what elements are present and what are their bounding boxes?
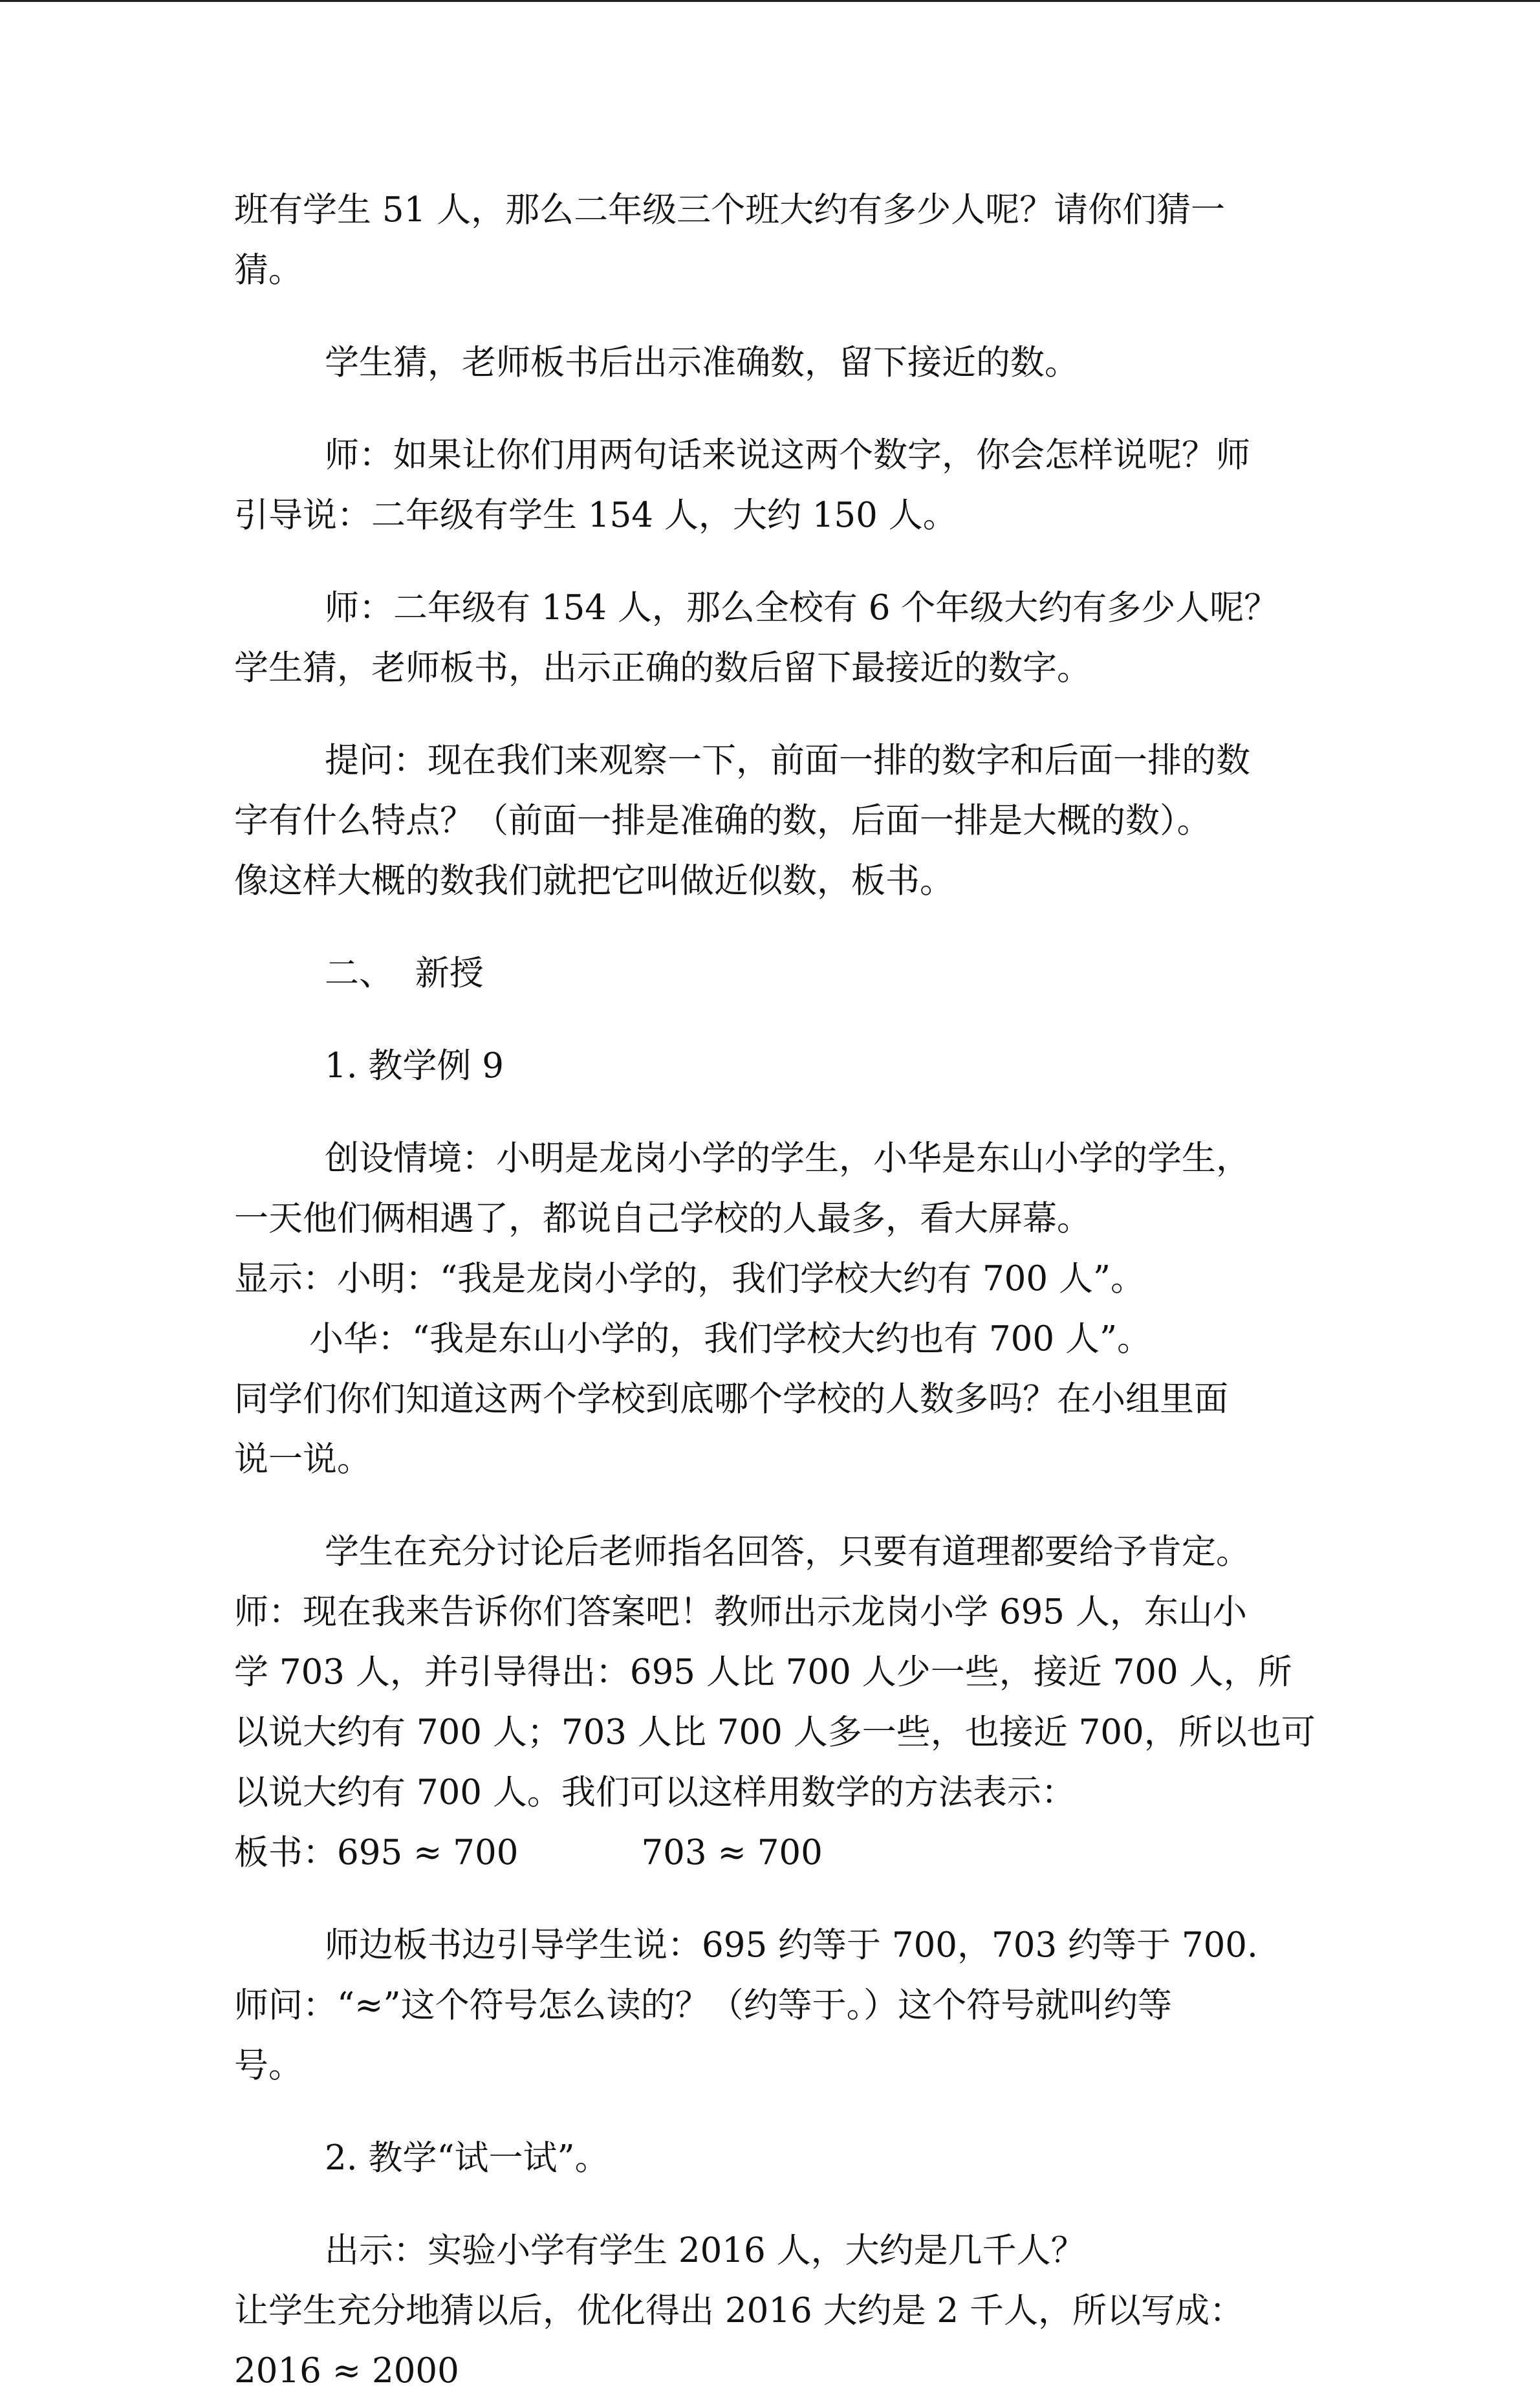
text-line: 以说大约有 700 人。我们可以这样用数学的方法表示： [234,1773,1076,1812]
text-line: 师边板书边引导学生说：695 约等于 700，703 约等于 700. [325,1925,1258,1965]
text-line: 师：现在我来告诉你们答案吧！教师出示龙岗小学 695 人，东山小 [234,1592,1247,1632]
text-line: 猜。 [234,250,303,290]
text-line: 同学们你们知道这两个学校到底哪个学校的人数多吗？在小组里面 [234,1379,1228,1419]
text-line: 出示：实验小学有学生 2016 人，大约是几千人？ [325,2231,1085,2270]
section-title: 二、 新授 [325,954,484,993]
paragraph-scenario [234,1128,1308,1489]
text-line: 创设情境：小明是龙岗小学的学生，小华是东山小学的学生， [325,1139,1250,1178]
text-line: 字有什么特点？（前面一排是准确的数，后面一排是大概的数）。 [234,801,1211,840]
text-line: 一天他们俩相遇了，都说自己学校的人最多，看大屏幕。 [234,1199,1091,1238]
item-heading-example-9 [234,1036,1308,1096]
item-heading-try-it [234,2128,1308,2188]
text-line: 师：如果让你们用两句话来说这两个数字，你会怎样说呢？师 [325,435,1250,475]
text-line: 学 703 人，并引导得出：695 人比 700 人少一些，接近 700 人，所 [234,1652,1292,1692]
item-title: 2. 教学“试一试”。 [325,2138,609,2178]
page-top-border [0,0,1540,2]
section-heading-new-lesson [234,943,1308,1003]
text-line: 引导说：二年级有学生 154 人，大约 150 人。 [234,496,957,535]
text-line: 师：二年级有 154 人，那么全校有 6 个年级大约有多少人呢？ [325,588,1279,628]
text-line: 以说大约有 700 人；703 人比 700 人多一些，也接近 700，所以也可 [234,1713,1316,1752]
text-line: 小华：“我是东山小学的，我们学校大约也有 700 人”。 [309,1319,1152,1359]
text-line: 学生猜，老师板书，出示正确的数后留下最接近的数字。 [234,648,1091,688]
text-line: 像这样大概的数我们就把它叫做近似数，板书。 [234,861,954,901]
paragraph-question-approximate [234,730,1308,911]
paragraph-class-count-question [234,180,1308,300]
text-line: 班有学生 51 人，那么二年级三个班大约有多少人呢？请你们猜一 [234,190,1226,230]
paragraph-students-guess [234,333,1308,393]
text-line: 提问：现在我们来观察一下，前面一排的数字和后面一排的数 [325,741,1250,780]
document-body [234,180,1316,2401]
item-title: 1. 教学例 9 [325,1046,504,1086]
board-note-first: 板书：695 ≈ 700 [234,1833,519,1872]
paragraph-whole-school [234,578,1308,698]
text-line: 说一说。 [234,1440,371,1479]
board-note-second: 703 ≈ 700 [641,1833,823,1872]
text-line: 2016 ≈ 2000 [234,2351,459,2391]
text-line: 学生在充分讨论后老师指名回答，只要有道理都要给予肯定。 [325,1532,1250,1572]
paragraph-teacher-two-sentences [234,425,1308,545]
board-notes-line [234,1823,1308,1883]
text-line: 号。 [234,2046,303,2085]
paragraph-approx-symbol [234,1915,1308,2096]
text-line: 显示：小明：“我是龙岗小学的，我们学校大约有 700 人”。 [234,1259,1145,1299]
paragraph-thousands-example [234,2220,1308,2401]
text-line: 让学生充分地猜以后，优化得出 2016 大约是 2 千人，所以写成： [234,2291,1244,2330]
text-line: 师问：“≈”这个符号怎么读的？（约等于。）这个符号就叫约等 [234,1986,1173,2025]
text-line: 学生猜，老师板书后出示准确数，留下接近的数。 [325,343,1079,382]
paragraph-answer-explanation [234,1522,1316,1883]
